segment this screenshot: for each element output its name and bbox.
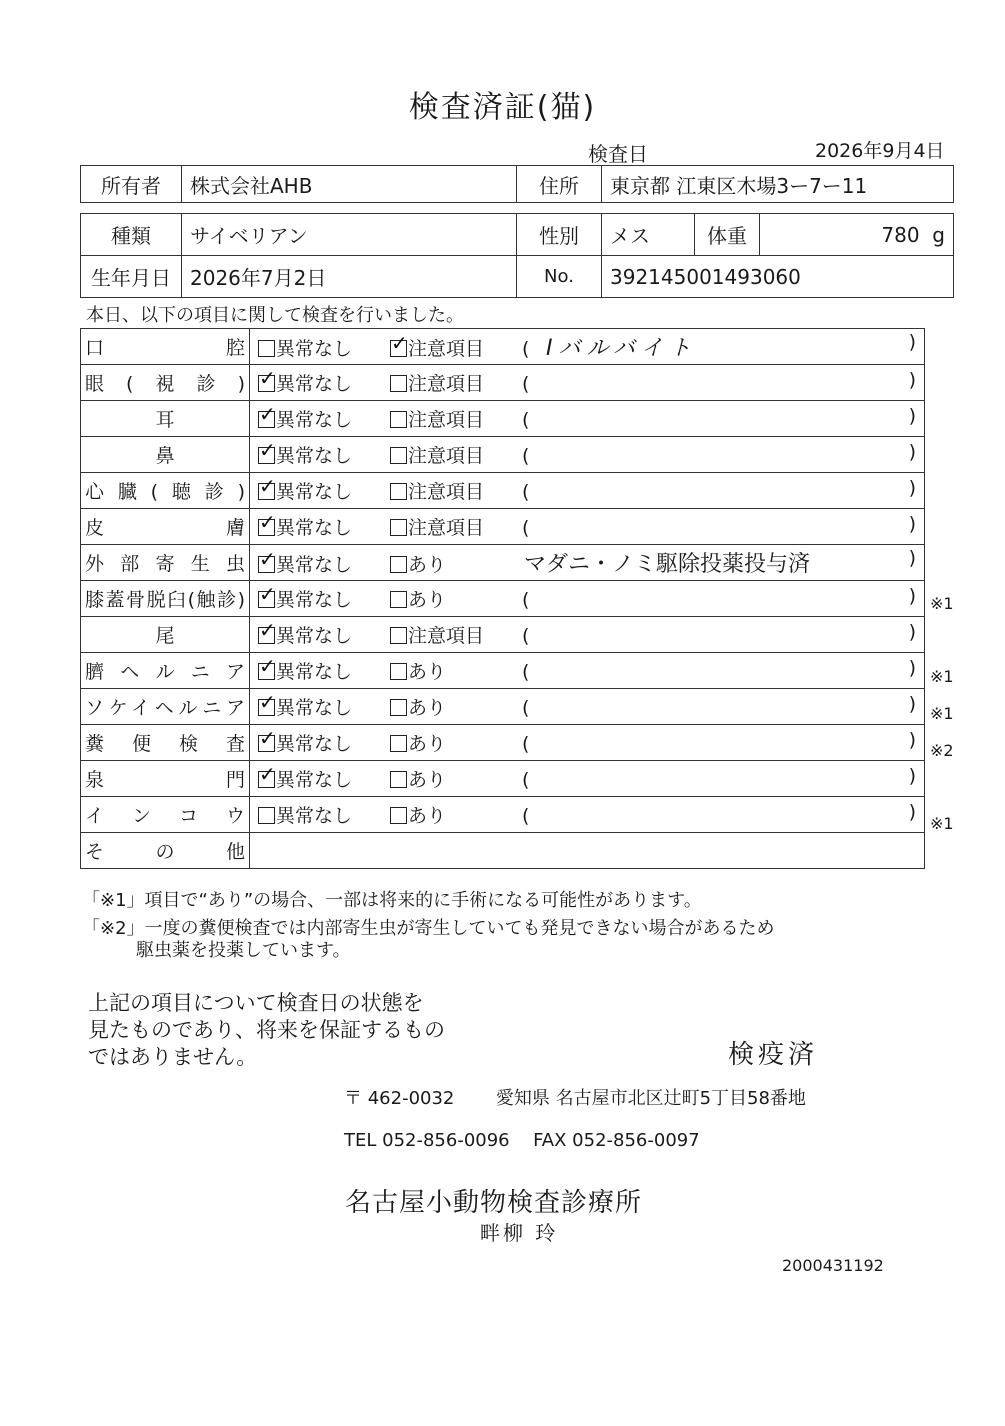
item-name-cell [81,329,250,365]
item-note-mark: ※1 [930,667,954,687]
attention-checkbox[interactable] [390,735,407,752]
item-name-cell [81,581,250,617]
open-paren: ( [522,589,530,611]
footnote-1: 「※1」項目で“あり”の場合、一部は将来的に手術になる可能性があります。 [82,890,702,911]
normal-label: 異常なし [276,445,353,467]
item-options-cell [250,437,925,473]
normal-label: 異常なし [276,805,353,827]
item-name: 眼(視診) [85,373,245,395]
item-options-cell [250,797,925,833]
normal-checkbox[interactable] [258,519,275,536]
attention-checkbox[interactable] [390,556,407,573]
item-name-cell [81,473,250,509]
attention-label: 注意項目 [408,373,485,395]
close-paren: ) [908,729,916,751]
open-paren: ( [522,769,530,791]
statement-line: 上記の項目について検査日の状態を [88,991,424,1015]
normal-option[interactable] [258,334,390,361]
normal-label: 異常なし [276,733,353,755]
normal-option[interactable] [258,513,390,540]
other-label: その他 [85,841,245,863]
item-memo: マダニ・ノミ駆除投薬投与済 [524,552,811,577]
item-name: 膝蓋骨脱臼(触診) [85,589,245,611]
exam-date-label: 検査日 [588,142,648,166]
close-paren: ) [908,477,916,499]
normal-checkbox[interactable] [258,591,275,608]
attention-option[interactable] [390,621,522,648]
item-options-cell [250,329,925,365]
item-options-cell [250,473,925,509]
birth-value: 2026年7月2日 [182,256,517,298]
checklist-row [81,509,925,545]
attention-checkbox[interactable] [390,340,407,357]
attention-option[interactable] [390,801,522,828]
checklist-row [81,617,925,653]
address-value: 東京都 江東区木場3ー7ー11 [602,166,954,203]
item-note-mark: ※1 [930,814,954,834]
item-name-cell [81,725,250,761]
item-name-cell [81,653,250,689]
owner-table [80,165,954,203]
attention-option[interactable] [390,513,522,540]
checklist-row [81,725,925,761]
close-paren: ) [908,585,916,607]
normal-checkbox[interactable] [258,556,275,573]
attention-label: あり [408,697,447,719]
checklist-row [81,329,925,365]
normal-label: 異常なし [276,409,353,431]
attention-option[interactable] [390,585,522,612]
attention-checkbox[interactable] [390,807,407,824]
attention-checkbox[interactable] [390,699,407,716]
normal-checkbox[interactable] [258,340,275,357]
exam-date: 2026年9月4日 [815,140,945,162]
weight-value [760,214,954,256]
open-paren: ( [522,517,530,539]
normal-option[interactable] [258,693,390,720]
serial-number: 2000431192 [782,1256,884,1275]
sex-value: メス [602,214,695,256]
item-name: インコウ [85,805,245,827]
normal-label: 異常なし [276,338,353,360]
checklist-row [81,581,925,617]
normal-option[interactable] [258,477,390,504]
normal-checkbox[interactable] [258,699,275,716]
attention-label: あり [408,733,447,755]
attention-option[interactable] [390,369,522,396]
item-name: 臍ヘルニア [85,661,245,683]
item-name: 皮膚 [85,517,245,539]
close-paren: ) [908,693,916,715]
item-note-mark: ※2 [930,740,954,760]
attention-option[interactable] [390,765,522,792]
item-memo: Ⅰバルバイト [546,336,697,361]
checklist-row [81,761,925,797]
attention-checkbox[interactable] [390,375,407,392]
attention-label: 注意項目 [408,625,485,647]
checklist-row [81,653,925,689]
close-paren: ) [908,621,916,643]
attention-label: 注意項目 [408,517,485,539]
item-options-cell [250,761,925,797]
footnote-2-line2: 駆虫薬を投薬しています。 [136,940,351,961]
attention-label: 注意項目 [408,481,485,503]
normal-label: 異常なし [276,769,353,791]
normal-label: 異常なし [276,625,353,647]
checklist-row [81,797,925,833]
normal-checkbox[interactable] [258,735,275,752]
item-name: 尾 [155,625,175,647]
normal-option[interactable] [258,801,390,828]
statement-line: 見たものであり、将来を保証するもの [88,1018,445,1042]
item-name: ソケイヘルニア [85,697,245,719]
open-paren: ( [522,661,530,683]
normal-checkbox[interactable] [258,411,275,428]
item-options-cell [250,365,925,401]
checklist-row [81,437,925,473]
attention-option[interactable] [390,334,522,361]
attention-option[interactable] [390,550,522,577]
item-name-cell [81,545,250,581]
disclaimer-statement [88,990,445,1071]
item-note-mark: ※1 [930,704,954,723]
intro-text: 本日、以下の項目に関して検査を行いました。 [86,305,464,326]
item-name-cell [81,761,250,797]
checklist-row [81,689,925,725]
item-name-cell [81,365,250,401]
close-paren: ) [908,369,916,391]
certificate-title: 検査済証(猫) [408,90,597,125]
close-paren: ) [908,657,916,679]
item-name: 鼻 [155,445,175,467]
open-paren: ( [522,338,530,360]
normal-label: 異常なし [276,697,353,719]
normal-label: 異常なし [276,554,353,576]
item-options-cell [250,509,925,545]
checklist-row-other [81,833,925,869]
normal-checkbox[interactable] [258,447,275,464]
close-paren: ) [908,513,916,535]
item-note-mark: ※1 [930,593,954,613]
fax: FAX 052-856-0097 [533,1130,700,1151]
item-name-cell [81,617,250,653]
other-value-cell[interactable] [250,833,925,869]
tel: TEL 052-856-0096 [344,1130,510,1151]
close-paren: ) [908,331,916,353]
open-paren: ( [522,733,530,755]
doctor-name: 畔柳 玲 [480,1221,559,1245]
normal-checkbox[interactable] [258,627,275,644]
normal-label: 異常なし [276,661,353,683]
open-paren: ( [522,445,530,467]
attention-label: あり [408,805,447,827]
item-name: 外部寄生虫 [85,553,245,575]
chip-no-label: No. [517,256,602,298]
attention-checkbox[interactable] [390,771,407,788]
normal-option[interactable] [258,441,390,468]
item-name-cell [81,401,250,437]
attention-label: あり [408,769,447,791]
attention-label: 注意項目 [408,445,485,467]
quarantine-stamp: 検疫済 [728,1040,819,1070]
footnote-2-line1: 「※2」一度の糞便検査では内部寄生虫が寄生していても発見できない場合があるため [82,918,775,939]
normal-label: 異常なし [276,517,353,539]
normal-option[interactable] [258,657,390,684]
open-paren: ( [522,373,530,395]
checklist-row [81,473,925,509]
open-paren: ( [522,481,530,503]
normal-option[interactable] [258,369,390,396]
attention-checkbox[interactable] [390,411,407,428]
item-options-cell [250,689,925,725]
attention-option[interactable] [390,441,522,468]
normal-option[interactable] [258,405,390,432]
attention-checkbox[interactable] [390,519,407,536]
attention-checkbox[interactable] [390,483,407,500]
attention-label: あり [408,554,447,576]
close-paren: ) [908,547,916,569]
normal-option[interactable] [258,621,390,648]
open-paren: ( [522,625,530,647]
normal-checkbox[interactable] [258,771,275,788]
item-name: 心臓(聴診) [85,481,245,503]
clinic-address: 愛知県 名古屋市北区辻町5丁目58番地 [495,1088,806,1109]
attention-option[interactable] [390,693,522,720]
item-name-cell [81,689,250,725]
contact-line [344,1130,700,1151]
normal-label: 異常なし [276,481,353,503]
normal-label: 異常なし [276,373,353,395]
close-paren: ) [908,405,916,427]
breed-label: 種類 [81,214,182,256]
checklist-row [81,401,925,437]
normal-option[interactable] [258,729,390,756]
weight-unit: g [932,222,945,247]
address-label: 住所 [517,166,602,203]
attention-checkbox[interactable] [390,447,407,464]
attention-label: あり [408,589,447,611]
item-name-cell [81,797,250,833]
attention-checkbox[interactable] [390,627,407,644]
attention-checkbox[interactable] [390,591,407,608]
attention-label: あり [408,661,447,683]
open-paren: ( [522,409,530,431]
normal-checkbox[interactable] [258,807,275,824]
item-name: 糞便検査 [85,733,245,755]
open-paren: ( [522,697,530,719]
normal-option[interactable] [258,765,390,792]
statement-line: ではありません。 [88,1045,258,1069]
item-name: 泉門 [85,769,245,791]
item-name: 耳 [155,409,175,431]
postal-code: 〒 462-0032 [344,1088,455,1109]
normal-option[interactable] [258,550,390,577]
item-options-cell [250,581,925,617]
item-options-cell [250,545,925,581]
normal-checkbox[interactable] [258,663,275,680]
clinic-address-line [344,1084,806,1110]
checklist-row [81,545,925,581]
attention-option[interactable] [390,729,522,756]
item-name: 口腔 [85,337,245,359]
chip-no-value: 392145001493060 [602,256,954,298]
other-label-cell [81,833,250,869]
pet-info-table [80,213,954,298]
close-paren: ) [908,765,916,787]
attention-option[interactable] [390,477,522,504]
sex-label: 性別 [517,214,602,256]
close-paren: ) [908,441,916,463]
attention-label: 注意項目 [408,338,485,360]
item-options-cell [250,617,925,653]
normal-checkbox[interactable] [258,483,275,500]
item-options-cell [250,401,925,437]
weight-number: 780 [881,222,920,247]
close-paren: ) [908,801,916,823]
breed-value: サイベリアン [182,214,517,256]
birth-label: 生年月日 [81,256,182,298]
checklist-table [80,328,925,869]
checklist-row [81,365,925,401]
attention-checkbox[interactable] [390,663,407,680]
attention-option[interactable] [390,405,522,432]
weight-label: 体重 [695,214,760,256]
owner-value: 株式会社AHB [182,166,517,203]
attention-option[interactable] [390,657,522,684]
owner-label: 所有者 [81,166,182,203]
item-options-cell [250,725,925,761]
item-name-cell [81,509,250,545]
item-name-cell [81,437,250,473]
attention-label: 注意項目 [408,409,485,431]
open-paren: ( [522,805,530,827]
item-options-cell [250,653,925,689]
normal-label: 異常なし [276,589,353,611]
normal-checkbox[interactable] [258,375,275,392]
clinic-name: 名古屋小動物検査診療所 [345,1188,643,1218]
normal-option[interactable] [258,585,390,612]
